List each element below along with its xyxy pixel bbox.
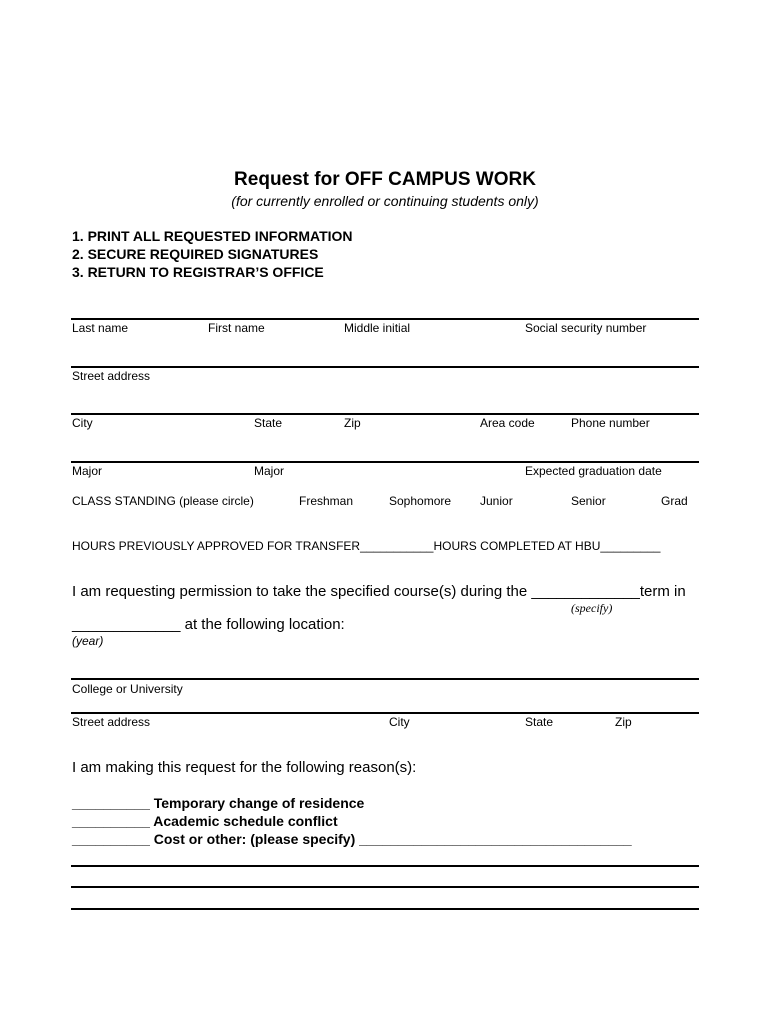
instruction-1: 1. PRINT ALL REQUESTED INFORMATION <box>72 228 353 244</box>
graduation-date-label: Expected graduation date <box>525 464 662 478</box>
phone-number-label: Phone number <box>571 416 650 430</box>
college-label: College or University <box>72 682 183 696</box>
request-line-2[interactable]: _____________ at the following location: <box>72 616 345 633</box>
year-hint: (year) <box>72 634 104 648</box>
area-code-label: Area code <box>480 416 535 430</box>
ssn-label: Social security number <box>525 321 647 335</box>
zip-label: Zip <box>344 416 361 430</box>
college-line <box>71 678 699 680</box>
last-name-label: Last name <box>72 321 129 335</box>
class-standing-label: CLASS STANDING (please circle) <box>72 494 254 508</box>
reason-temporary-residence[interactable]: __________ Temporary change of residence <box>72 795 365 811</box>
reason-cost-other[interactable]: __________ Cost or other: (please specify) ___________________________________ <box>72 831 632 847</box>
form-title: Request for OFF CAMPUS WORK <box>234 169 536 190</box>
specify-line-2[interactable] <box>71 886 699 888</box>
city-label: City <box>72 416 93 430</box>
specify-line-3[interactable] <box>71 908 699 910</box>
class-option-freshman[interactable]: Freshman <box>299 494 354 508</box>
specify-line-1[interactable] <box>71 865 699 867</box>
name-line <box>71 318 699 320</box>
hours-line[interactable]: HOURS PREVIOUSLY APPROVED FOR TRANSFER___________HOURS COMPLETED AT HBU_________ <box>72 539 661 553</box>
college-zip-label: Zip <box>615 715 632 729</box>
specify-hint: (specify) <box>571 601 613 615</box>
instruction-3: 3. RETURN TO REGISTRAR’S OFFICE <box>72 264 324 280</box>
instruction-2: 2. SECURE REQUIRED SIGNATURES <box>72 246 319 262</box>
college-city-label: City <box>389 715 410 729</box>
request-line-1[interactable]: I am requesting permission to take the specified course(s) during the _____________term in <box>72 583 686 600</box>
city-line <box>71 413 699 415</box>
class-option-senior[interactable]: Senior <box>571 494 606 508</box>
major-label-1: Major <box>72 464 103 478</box>
college-street-label: Street address <box>72 715 151 729</box>
reason-schedule-conflict[interactable]: __________ Academic schedule conflict <box>72 813 338 829</box>
middle-initial-label: Middle initial <box>344 321 411 335</box>
class-option-grad[interactable]: Grad <box>661 494 688 508</box>
first-name-label: First name <box>208 321 265 335</box>
major-line <box>71 461 699 463</box>
reasons-intro: I am making this request for the following reason(s): <box>72 759 417 776</box>
form-subtitle: (for currently enrolled or continuing students only) <box>231 193 539 209</box>
class-option-junior[interactable]: Junior <box>480 494 513 508</box>
class-option-sophomore[interactable]: Sophomore <box>389 494 452 508</box>
street-address-label: Street address <box>72 369 151 383</box>
state-label: State <box>254 416 283 430</box>
college-address-line <box>71 712 699 714</box>
college-state-label: State <box>525 715 554 729</box>
street-line <box>71 366 699 368</box>
major-label-2: Major <box>254 464 285 478</box>
